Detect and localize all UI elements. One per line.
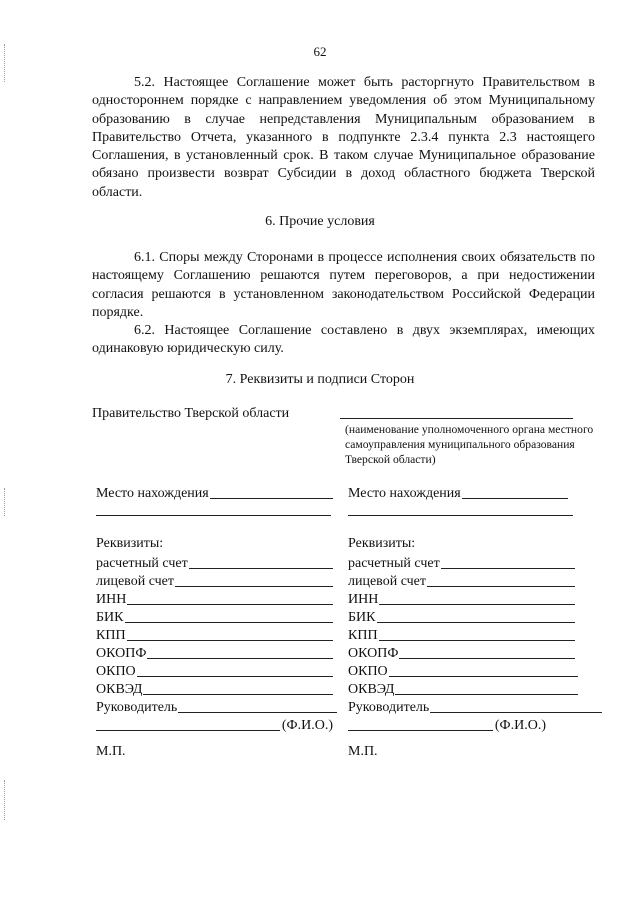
right-field-bik: БИК [348,608,575,626]
left-field-fio: (Ф.И.О.) [96,716,333,734]
right-field-kpp: КПП [348,626,575,644]
left-field-kpp: КПП [96,626,333,644]
left-location-line-2 [96,515,331,516]
right-location-line-2 [348,515,573,516]
right-field-okopf: ОКОПФ [348,644,575,662]
right-location-field [348,484,568,502]
right-field-head: Руководитель [348,698,602,716]
right-field-inn: ИНН [348,590,575,608]
left-field-inn: ИНН [96,590,333,608]
left-requisites-label: Реквизиты: [96,536,164,551]
right-field-account: расчетный счет [348,554,575,572]
right-field-personal-account: лицевой счет [348,572,575,590]
right-stamp-label: М.П. [348,744,378,759]
left-field-okpo: ОКПО [96,662,333,680]
right-field-fio: (Ф.И.О.) [348,716,546,734]
right-field-okpo: ОКПО [348,662,578,680]
left-field-personal-account: лицевой счет [96,572,333,590]
right-party-name-line [340,418,573,419]
right-party-caption: (наименование уполномоченного органа местного самоуправления муниципального образования Тверской области) [345,423,594,467]
left-stamp-label: М.П. [96,744,126,759]
right-requisites-label: Реквизиты: [348,536,416,551]
scan-margin-mark [4,780,7,820]
right-field-okved: ОКВЭД [348,680,578,698]
section-6-heading: 6. Прочие условия [265,214,375,229]
left-location-field [96,484,333,502]
paragraph-6-1: 6.1. Споры между Сторонами в процессе исполнения своих обязательств по настоящему Соглашению решаются путем переговоров, а при недостижении согласия решаются в установленном законодательством Российской Федерации порядке. [92,250,595,320]
left-field-head: Руководитель [96,698,337,716]
left-field-okopf: ОКОПФ [96,644,333,662]
location-label: Место нахождения [96,486,209,501]
location-label: Место нахождения [348,486,461,501]
scan-margin-mark [4,488,7,516]
section-7-heading: 7. Реквизиты и подписи Сторон [225,372,415,387]
left-field-bik: БИК [96,608,333,626]
paragraph-5-2: 5.2. Настоящее Соглашение может быть расторгнуто Правительством в одностороннем порядке с направлением уведомления об этом Муниципальному образованию в случае непредставления Муниципальным образованием в Правительство Отчета, указанного в подпункте 2.3.4 пункта 2.3 настоящего Соглашения, в установленный срок. В таком случае Муниципальное образование обязано произвести возврат Субсидии в доход областного бюджета Тверской области. [92,75,595,200]
left-field-okved: ОКВЭД [96,680,333,698]
page-number: 62 [313,44,327,59]
left-party-name: Правительство Тверской области [92,406,290,421]
paragraph-6-2: 6.2. Настоящее Соглашение составлено в двух экземплярах, имеющих одинаковую юридическую силу. [92,323,595,357]
left-field-account: расчетный счет [96,554,333,572]
